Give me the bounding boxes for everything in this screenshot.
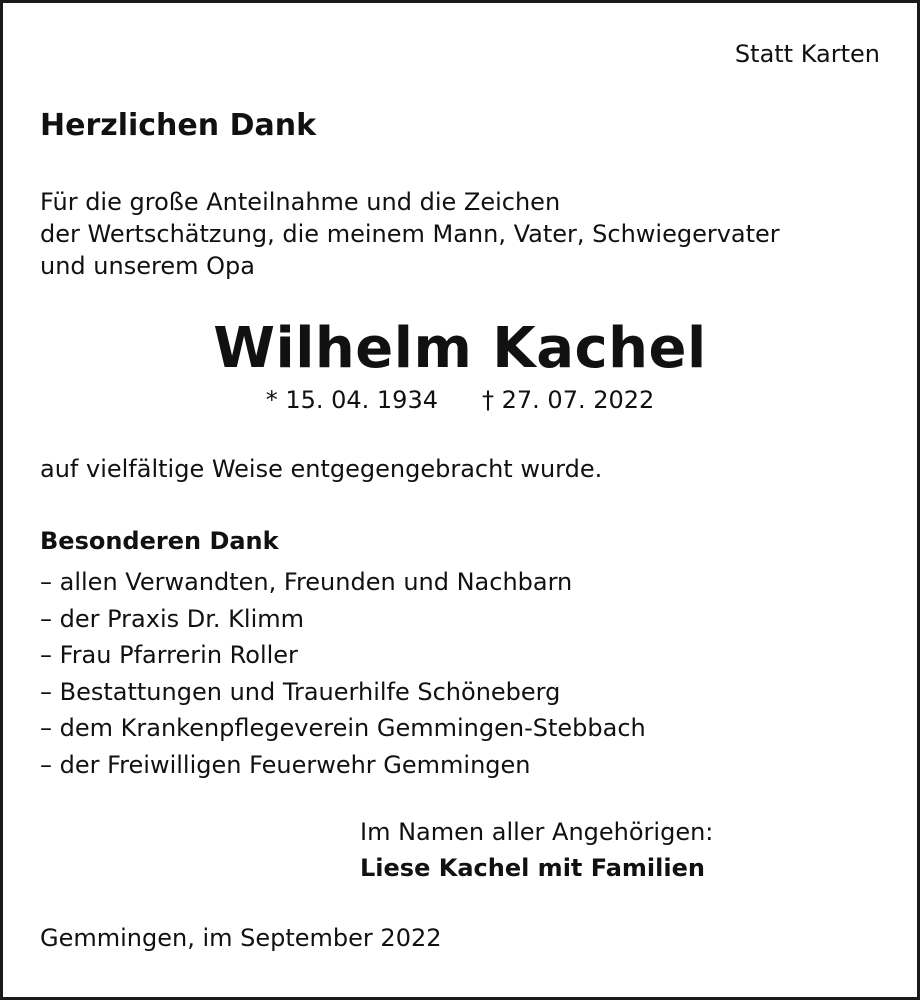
death-date: † 27. 07. 2022 [482, 386, 655, 414]
place-date: Gemmingen, im September 2022 [40, 924, 442, 952]
list-item: – Frau Pfarrerin Roller [40, 641, 298, 669]
life-dates [0, 386, 920, 414]
list-item: – dem Krankenpflegeverein Gemmingen-Stebbach [40, 714, 646, 742]
signature-name: Liese Kachel mit Familien [360, 854, 705, 882]
intro-line: der Wertschätzung, die meinem Mann, Vater, Schwiegervater [40, 220, 780, 248]
notice-title: Herzlichen Dank [40, 108, 317, 143]
intro-line: und unserem Opa [40, 252, 255, 280]
thanks-list [40, 566, 646, 785]
intro-line: Für die große Anteilnahme und die Zeichen [40, 188, 561, 216]
list-item: – Bestattungen und Trauerhilfe Schöneberg [40, 677, 561, 706]
birth-date: * 15. 04. 1934 [265, 386, 438, 414]
signature-intro: Im Namen aller Angehörigen: [360, 818, 714, 846]
deceased-name: Wilhelm Kachel [213, 316, 707, 381]
special-thanks-heading: Besonderen Dank [40, 527, 279, 555]
list-item: – der Freiwilligen Feuerwehr Gemmingen [40, 750, 531, 779]
list-item: – der Praxis Dr. Klimm [40, 604, 304, 633]
intro-text [40, 186, 780, 282]
after-text: auf vielfältige Weise entgegengebracht wurde. [40, 455, 603, 483]
statt-karten-label: Statt Karten [734, 40, 880, 68]
list-item: – allen Verwandten, Freunden und Nachbarn [40, 568, 573, 596]
